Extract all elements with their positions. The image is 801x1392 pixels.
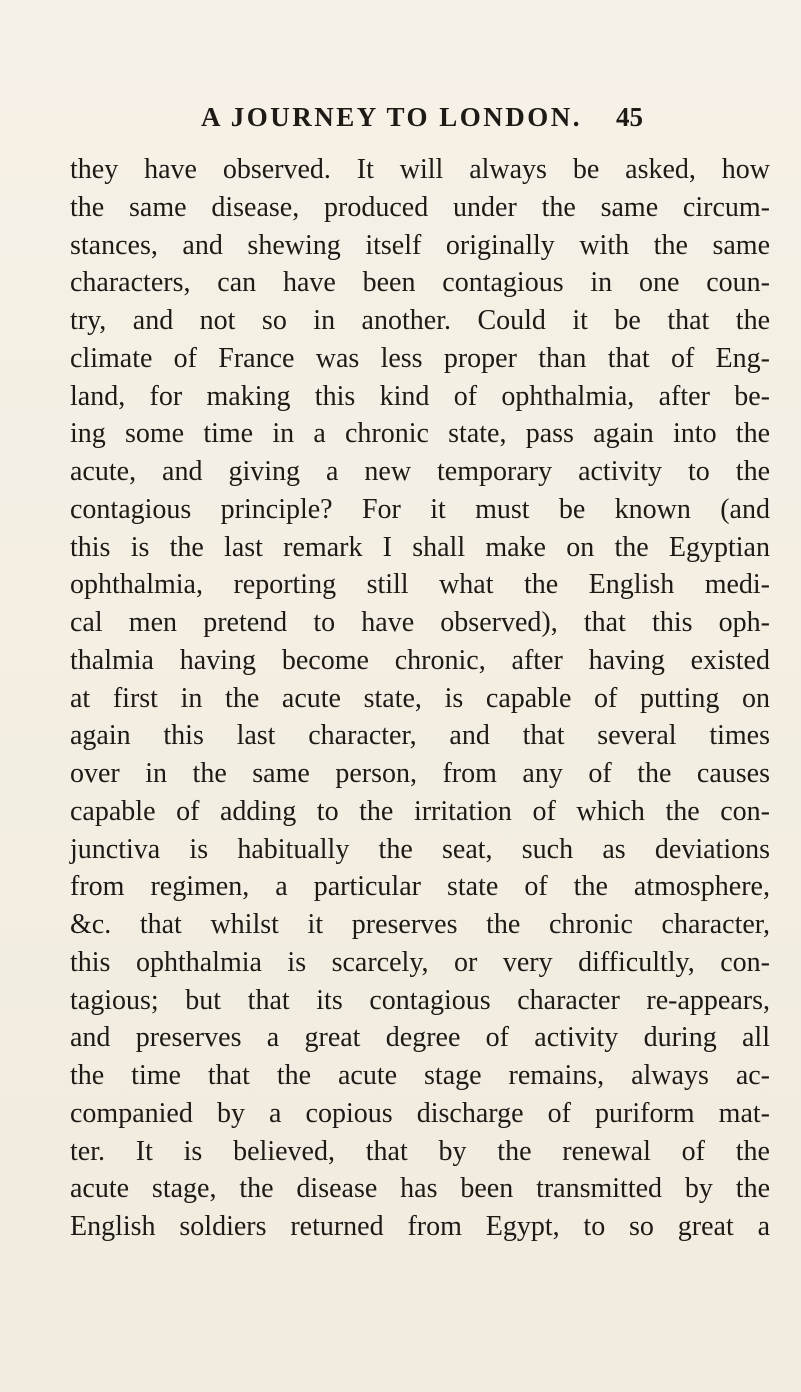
text-line: climate of France was less proper than that of Eng- — [70, 342, 770, 374]
text-line: try, and not so in another. Could it be that the — [70, 305, 770, 336]
text-line: the time that the acute stage remains, always ac- — [70, 1060, 770, 1091]
text-line: this is the last remark I shall make on the Egyptian — [70, 531, 770, 563]
text-line: ing some time in a chronic state, pass again into the — [70, 418, 770, 450]
text-line: companied by a copious discharge of puriform mat- — [70, 1097, 770, 1129]
text-line: characters, can have been contagious in one coun- — [70, 267, 770, 299]
text-line: contagious principle? For it must be known (and — [70, 493, 770, 525]
text-line: tagious; but that its contagious character re-appears, — [70, 984, 770, 1016]
text-line: ter. It is believed, that by the renewal of the — [70, 1135, 770, 1167]
text-line: land, for making this kind of ophthalmia, after be- — [70, 380, 770, 412]
text-line: &c. that whilst it preserves the chronic character, — [70, 909, 770, 940]
running-title: A JOURNEY TO LONDON. — [201, 102, 583, 132]
text-line: they have observed. It will always be asked, how — [70, 154, 770, 185]
text-line: ophthalmia, reporting still what the English medi- — [70, 569, 770, 601]
text-line: cal men pretend to have observed), that this oph- — [70, 607, 770, 638]
text-line: over in the same person, from any of the causes — [70, 758, 770, 789]
text-line: the same disease, produced under the same circum- — [70, 191, 770, 223]
text-line: this ophthalmia is scarcely, or very difficultly, con- — [70, 946, 770, 978]
text-line: stances, and shewing itself originally with the same — [70, 229, 770, 261]
text-line: at first in the acute state, is capable of putting on — [70, 682, 770, 714]
text-line: again this last character, and that several times — [70, 720, 770, 752]
text-line: acute, and giving a new temporary activity to the — [70, 456, 770, 487]
text-line: from regimen, a particular state of the atmosphere, — [70, 871, 770, 903]
body-text — [70, 151, 770, 1246]
text-line: acute stage, the disease has been transmitted by the — [70, 1173, 770, 1205]
page-number: 45 — [616, 102, 643, 132]
text-line: thalmia having become chronic, after having existed — [70, 644, 770, 676]
text-line: capable of adding to the irritation of which the con- — [70, 795, 770, 827]
running-head — [0, 102, 801, 142]
text-line: junctiva is habitually the seat, such as deviations — [70, 833, 770, 865]
text-line: and preserves a great degree of activity during all — [70, 1022, 770, 1054]
text-line: English soldiers returned from Egypt, to so great a — [70, 1211, 770, 1242]
